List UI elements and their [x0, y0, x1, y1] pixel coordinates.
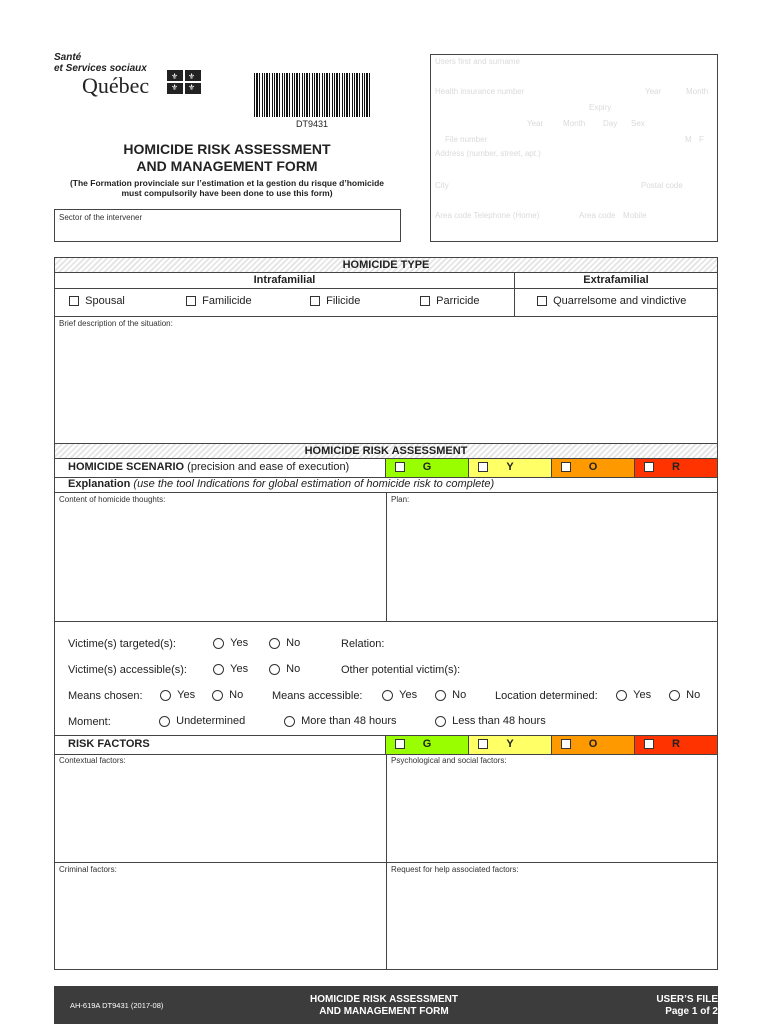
location-yes[interactable] [616, 689, 651, 701]
homicide-type-header [55, 258, 717, 273]
faint-f: F [699, 135, 704, 144]
faint-hin: Health insurance number [435, 87, 525, 96]
faint-postal: Postal code [641, 181, 683, 190]
faint-year2: Year [527, 119, 544, 128]
faint-expiry: Expiry [589, 103, 612, 112]
brief-description-field[interactable] [55, 317, 717, 443]
barcode [254, 73, 370, 117]
familicide-checkbox[interactable] [186, 296, 196, 306]
contextual-factors-label: Contextual factors: [59, 756, 126, 765]
targeted-no-label: No [286, 637, 301, 649]
quarrelsome-label: Quarrelsome and vindictive [553, 295, 687, 307]
scenario-r-letter: R [672, 461, 680, 473]
scenario-o-letter: O [588, 461, 598, 473]
targeted-yes-label: Yes [230, 637, 249, 649]
parricide-checkbox[interactable] [420, 296, 430, 306]
means-chosen-no-label: No [229, 689, 244, 701]
faint-mobile: Mobile [623, 211, 647, 220]
filicide-label: Filicide [326, 295, 361, 307]
means-accessible-label: Means accessible: [272, 690, 363, 702]
faint-day: Day [603, 119, 618, 128]
logo-line2: et Services sociaux [54, 63, 147, 74]
means-accessible-no-radio[interactable] [435, 690, 446, 701]
assessment-title: HOMICIDE RISK ASSESSMENT [304, 445, 468, 457]
faint-m: M [685, 135, 692, 144]
risk-level-r[interactable] [634, 736, 717, 754]
sector-field[interactable] [54, 209, 401, 242]
main-form [54, 257, 718, 970]
risk-factors-title: RISK FACTORS [68, 738, 150, 750]
brief-description-label: Brief description of the situation: [59, 319, 173, 328]
faint-sex: Sex [631, 119, 645, 128]
psych-factors-label: Psychological and social factors: [391, 756, 507, 765]
logo-line3: Québec [82, 73, 150, 98]
faint-area: Area code [579, 211, 616, 220]
scenario-rest: (precision and ease of execution) [184, 461, 350, 473]
scenario-level-y[interactable] [468, 459, 551, 477]
explanation-bold: Explanation [68, 478, 131, 490]
criminal-factors-label: Criminal factors: [59, 865, 117, 874]
scenario-level-o[interactable] [551, 459, 634, 477]
footer-code: AH-619A DT9431 (2017-08) [70, 1001, 164, 1010]
scenario-level-r[interactable] [634, 459, 717, 477]
option-spousal[interactable] [69, 295, 125, 307]
scenario-g-letter: G [422, 461, 432, 473]
form-subtitle-line2: must compulsorily have been done to use this form) [121, 188, 333, 198]
logo-line1: Santé [54, 52, 82, 63]
faint-year: Year [645, 87, 662, 96]
plan-label: Plan: [391, 495, 410, 504]
risk-level-o[interactable] [551, 736, 634, 754]
targeted-yes-radio[interactable] [213, 638, 224, 649]
victims-targeted-yes[interactable] [213, 637, 248, 649]
request-factors-field[interactable] [387, 863, 717, 969]
location-no-label: No [686, 689, 701, 701]
form-code: DT9431 [295, 119, 329, 129]
request-factors-label: Request for help associated factors: [391, 865, 519, 874]
accessible-no-label: No [286, 663, 301, 675]
moment-less48[interactable] [435, 715, 546, 727]
familicide-label: Familicide [202, 295, 252, 307]
location-yes-radio[interactable] [616, 690, 627, 701]
victims-accessible-yes[interactable] [213, 663, 248, 675]
means-chosen-yes-radio[interactable] [160, 690, 171, 701]
means-accessible-yes[interactable] [382, 689, 417, 701]
scenario-y-letter: Y [506, 461, 514, 473]
option-quarrelsome[interactable] [537, 295, 686, 307]
victims-accessible-no[interactable] [269, 663, 300, 675]
undetermined-radio[interactable] [159, 716, 170, 727]
means-accessible-no-label: No [452, 689, 467, 701]
sector-label: Sector of the intervener [59, 213, 143, 222]
victims-targeted-no[interactable] [269, 637, 300, 649]
means-chosen-yes[interactable] [160, 689, 195, 701]
footer-page: Page 1 of 2 [665, 1006, 718, 1017]
intrafamilial-header: Intrafamilial [55, 273, 515, 289]
moment-undetermined[interactable] [159, 715, 245, 727]
accessible-yes-label: Yes [230, 663, 249, 675]
moment-more48[interactable] [284, 715, 397, 727]
means-chosen-no[interactable] [212, 689, 243, 701]
footer-bar [54, 986, 718, 1024]
explanation-rest: (use the tool Indications for global estimation of homicide risk to complete) [130, 478, 495, 490]
faint-month: Month [686, 87, 709, 96]
faint-address: Address (number, street, apt.) [435, 149, 541, 158]
contextual-factors-field[interactable] [55, 754, 387, 863]
explanation-text [68, 478, 494, 490]
undetermined-label: Undetermined [176, 715, 246, 727]
risk-level-y[interactable] [468, 736, 551, 754]
spousal-checkbox[interactable] [69, 296, 79, 306]
targeted-no-radio[interactable] [269, 638, 280, 649]
content-thoughts-label: Content of homicide thoughts: [59, 495, 166, 504]
location-label: Location determined: [495, 690, 598, 702]
explanation-row [55, 477, 717, 493]
spousal-label: Spousal [85, 295, 125, 307]
footer-title2: AND MANAGEMENT FORM [319, 1006, 449, 1017]
victims-accessible-label: Victime(s) accessible(s): [68, 664, 187, 676]
means-chosen-label: Means chosen: [68, 690, 143, 702]
accessible-no-radio[interactable] [269, 664, 280, 675]
means-chosen-no-radio[interactable] [212, 690, 223, 701]
homicide-type-title: HOMICIDE TYPE [342, 259, 430, 271]
other-victims-label: Other potential victim(s): [341, 664, 461, 676]
risk-r-letter: R [672, 738, 680, 750]
less48-label: Less than 48 hours [452, 715, 546, 727]
content-thoughts-field[interactable] [55, 493, 387, 622]
form-subtitle-line1: (The Formation provinciale sur l’estimation et la gestion du risque d’homicide [69, 178, 385, 188]
footer-file: USER’S FILE [656, 994, 718, 1005]
means-accessible-yes-label: Yes [399, 689, 418, 701]
criminal-factors-field[interactable] [55, 863, 387, 969]
scenario-row [55, 458, 717, 478]
location-no-radio[interactable] [669, 690, 680, 701]
risk-y-letter: Y [506, 738, 514, 750]
location-yes-label: Yes [633, 689, 652, 701]
more48-label: More than 48 hours [301, 715, 397, 727]
form-title-line1: HOMICIDE RISK ASSESSMENT [123, 141, 331, 157]
accessible-yes-radio[interactable] [213, 664, 224, 675]
scenario-label [68, 461, 349, 473]
faint-file: File number [445, 135, 488, 144]
parricide-label: Parricide [436, 295, 480, 307]
risk-level-g[interactable] [385, 736, 468, 754]
quarrelsome-checkbox[interactable] [537, 296, 547, 306]
risk-factors-row [55, 735, 717, 755]
filicide-checkbox[interactable] [310, 296, 320, 306]
faint-phone: Area code Telephone (Home) [435, 211, 540, 220]
faint-name: Users first and surname [435, 57, 520, 66]
user-identification-box[interactable] [430, 54, 718, 242]
risk-o-letter: O [588, 738, 598, 750]
location-no[interactable] [669, 689, 700, 701]
assessment-header [55, 443, 717, 458]
faint-month2: Month [563, 119, 586, 128]
psych-factors-field[interactable] [387, 754, 717, 863]
less48-radio[interactable] [435, 716, 446, 727]
plan-field[interactable] [387, 493, 717, 622]
scenario-level-g[interactable] [385, 459, 468, 477]
option-familicide[interactable] [186, 295, 252, 307]
means-chosen-yes-label: Yes [177, 689, 196, 701]
ministry-logo [54, 52, 214, 102]
means-accessible-no[interactable] [435, 689, 466, 701]
quebec-flag-icon: ⚜ ⚜ ⚜ ⚜ [167, 70, 201, 94]
means-accessible-yes-radio[interactable] [382, 690, 393, 701]
relation-label: Relation: [341, 638, 385, 650]
extrafamilial-header: Extrafamilial [515, 273, 717, 289]
risk-g-letter: G [422, 738, 432, 750]
more48-radio[interactable] [284, 716, 295, 727]
footer-title1: HOMICIDE RISK ASSESSMENT [310, 994, 458, 1005]
victims-targeted-label: Victime(s) targeted(s): [68, 638, 176, 650]
moment-label: Moment: [68, 716, 111, 728]
faint-city: City [435, 181, 449, 190]
form-title-line2: AND MANAGEMENT FORM [136, 158, 318, 174]
homicide-type-options [55, 289, 717, 317]
option-parricide[interactable] [420, 295, 480, 307]
option-filicide[interactable] [310, 295, 360, 307]
scenario-bold: HOMICIDE SCENARIO [68, 461, 185, 473]
